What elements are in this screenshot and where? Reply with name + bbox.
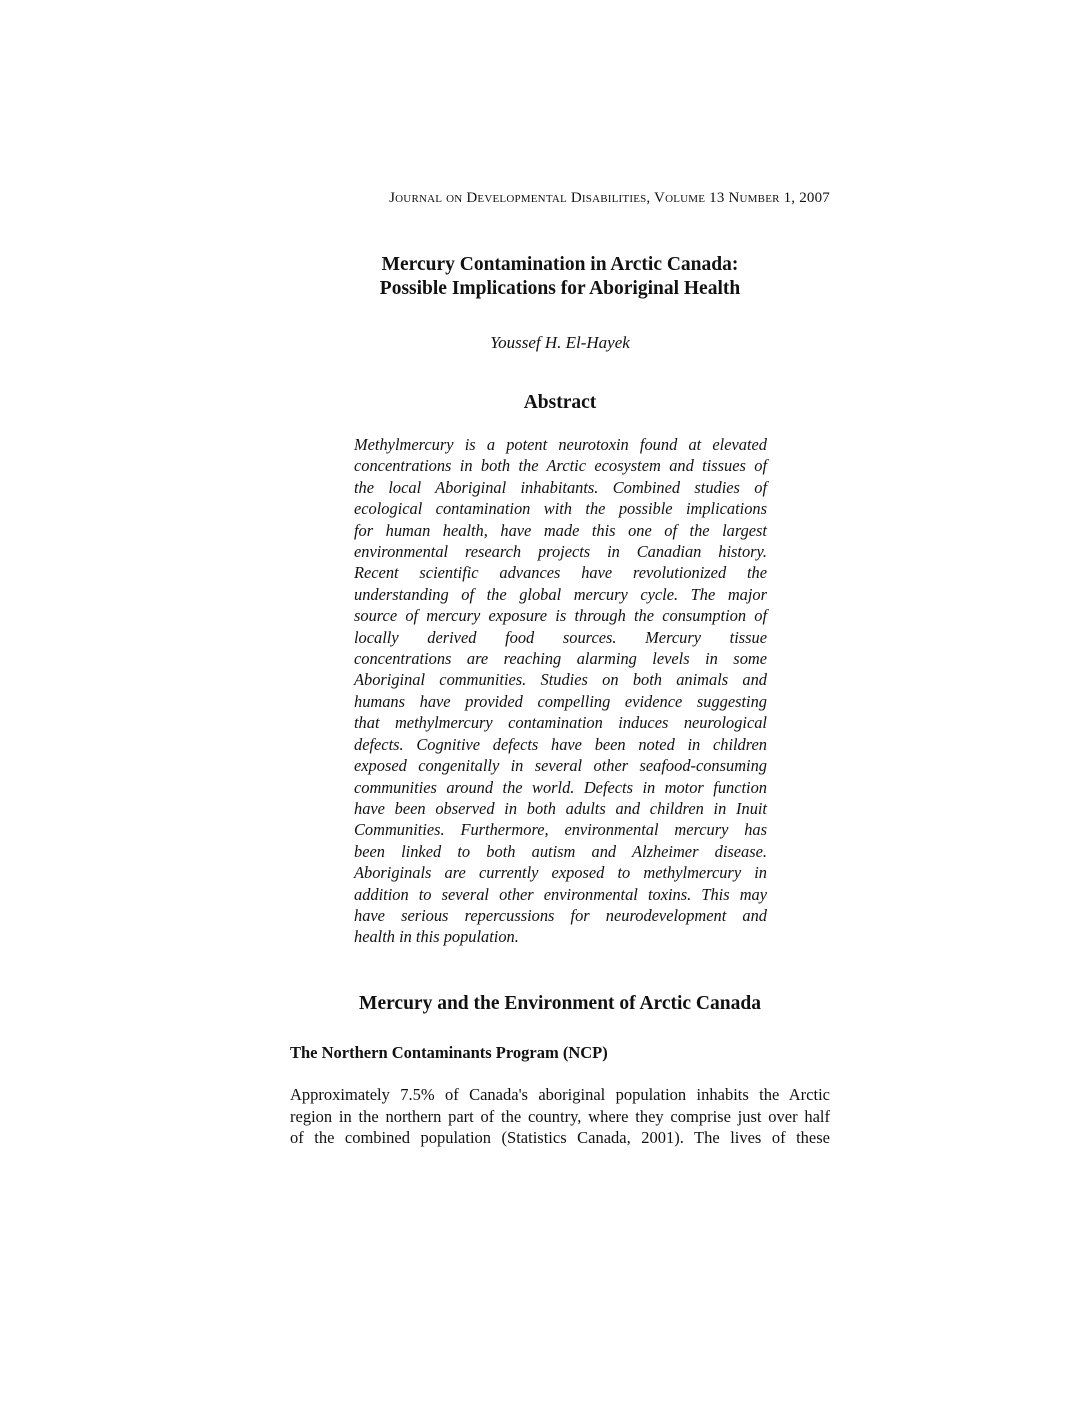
abstract-line: have serious repercussions for neurodevelopment and bbox=[354, 905, 767, 925]
subsection-heading: The Northern Contaminants Program (NCP) bbox=[290, 1043, 608, 1062]
abstract-line: locally derived food sources. Mercury tissue bbox=[354, 627, 767, 647]
article-title-line-1: Mercury Contamination in Arctic Canada: bbox=[381, 254, 739, 275]
abstract-line: Communities. Furthermore, environmental mercury has bbox=[354, 820, 767, 840]
abstract-text bbox=[354, 434, 767, 948]
paragraph-line: region in the northern part of the country, where they comprise just over half bbox=[290, 1106, 830, 1126]
article-title-line-2: Possible Implications for Aboriginal Health bbox=[379, 278, 741, 299]
abstract-line: concentrations are reaching alarming levels in some bbox=[354, 649, 767, 669]
abstract-line: understanding of the global mercury cycle. The major bbox=[354, 584, 767, 604]
abstract-line: Aboriginal communities. Studies on both animals and bbox=[354, 670, 767, 690]
abstract-line: communities around the world. Defects in motor function bbox=[354, 777, 767, 797]
abstract-line: ecological contamination with the possible implications bbox=[354, 499, 767, 519]
paragraph-line: Approximately 7.5% of Canada's aboriginal population inhabits the Arctic bbox=[290, 1085, 830, 1104]
abstract-line: humans have provided compelling evidence suggesting bbox=[354, 691, 767, 711]
abstract-line: the local Aboriginal inhabitants. Combined studies of bbox=[354, 477, 767, 497]
abstract-heading: Abstract bbox=[523, 392, 597, 413]
abstract-line: for human health, have made this one of the largest bbox=[354, 520, 767, 540]
abstract-line: environmental research projects in Canadian history. bbox=[354, 542, 767, 562]
abstract-line: have been observed in both adults and children in Inuit bbox=[354, 798, 767, 818]
abstract-line: that methylmercury contamination induces neurological bbox=[354, 713, 767, 733]
abstract-line: exposed congenitally in several other seafood-consuming bbox=[354, 756, 767, 776]
abstract-line: Aboriginals are currently exposed to methylmercury in bbox=[354, 863, 767, 883]
abstract-line: source of mercury exposure is through the consumption of bbox=[354, 606, 767, 626]
body-paragraph bbox=[290, 1084, 830, 1149]
article-title bbox=[290, 253, 830, 301]
abstract-line: Methylmercury is a potent neurotoxin found at elevated bbox=[354, 435, 767, 454]
running-header: Journal on Developmental Disabilities, Volume 13 Number 1, 2007 bbox=[389, 190, 830, 206]
abstract-line: defects. Cognitive defects have been noted in children bbox=[354, 734, 767, 754]
author-name: Youssef H. El-Hayek bbox=[490, 333, 630, 352]
abstract-line: health in this population. bbox=[354, 927, 519, 947]
paragraph-line: of the combined population (Statistics Canada, 2001). The lives of these bbox=[290, 1128, 830, 1147]
abstract-line: concentrations in both the Arctic ecosystem and tissues of bbox=[354, 456, 767, 476]
abstract-line: Recent scientific advances have revolutionized the bbox=[354, 563, 767, 583]
abstract-line: been linked to both autism and Alzheimer disease. bbox=[354, 841, 767, 861]
abstract-line: addition to several other environmental toxins. This may bbox=[354, 884, 767, 904]
section-heading: Mercury and the Environment of Arctic Canada bbox=[359, 993, 761, 1014]
